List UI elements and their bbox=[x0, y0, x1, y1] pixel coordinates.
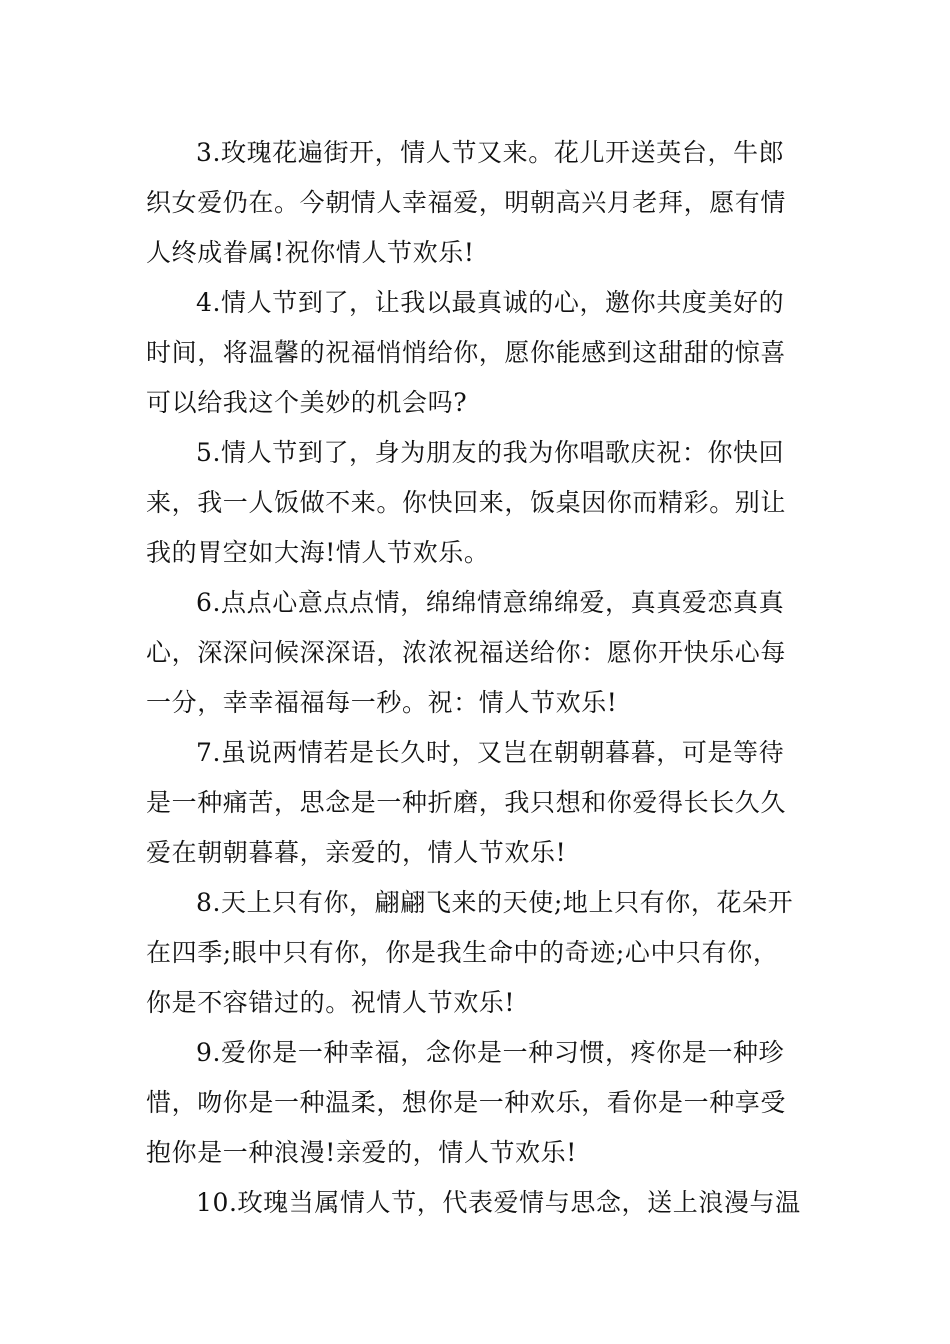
paragraph-line: 3.玫瑰花遍街开，情人节又来。花儿开送英台，牛郎 bbox=[196, 138, 785, 167]
paragraph-line: 4.情人节到了，让我以最真诚的心，邀你共度美好的 bbox=[196, 288, 785, 317]
paragraph-line: 8.天上只有你，翩翩飞来的天使;地上只有你，花朵开 bbox=[196, 888, 794, 917]
paragraph-line: 抱你是一种浪漫!亲爱的，情人节欢乐! bbox=[146, 1138, 577, 1167]
paragraph-line: 时间，将温馨的祝福悄悄给你，愿你能感到这甜甜的惊喜 bbox=[146, 338, 787, 367]
paragraph-line: 是一种痛苦，思念是一种折磨，我只想和你爱得长长久久 bbox=[146, 788, 787, 817]
paragraph-line: 7.虽说两情若是长久时，又岂在朝朝暮暮，可是等待 bbox=[196, 738, 785, 767]
paragraph-line: 织女爱仍在。今朝情人幸福爱，明朝高兴月老拜，愿有情 bbox=[146, 188, 787, 217]
paragraph-line: 心，深深问候深深语，浓浓祝福送给你：愿你开快乐心每 bbox=[146, 638, 787, 667]
paragraph-line: 6.点点心意点点情，绵绵情意绵绵爱，真真爱恋真真 bbox=[196, 588, 785, 617]
paragraph-line: 惜，吻你是一种温柔，想你是一种欢乐，看你是一种享受 bbox=[146, 1088, 787, 1117]
paragraph-line: 9.爱你是一种幸福，念你是一种习惯，疼你是一种珍 bbox=[196, 1038, 785, 1067]
paragraph-line: 在四季;眼中只有你，你是我生命中的奇迹;心中只有你， bbox=[146, 938, 779, 967]
paragraph-line: 你是不容错过的。祝情人节欢乐! bbox=[146, 988, 516, 1017]
paragraph-line: 5.情人节到了，身为朋友的我为你唱歌庆祝：你快回 bbox=[196, 438, 785, 467]
paragraph-line: 我的胃空如大海!情人节欢乐。 bbox=[146, 538, 490, 567]
paragraph-line: 来，我一人饭做不来。你快回来，饭桌因你而精彩。别让 bbox=[146, 488, 787, 517]
paragraph-line: 一分，幸幸福福每一秒。祝：情人节欢乐! bbox=[146, 688, 618, 717]
paragraph-line: 10.玫瑰当属情人节，代表爱情与思念，送上浪漫与温 bbox=[196, 1188, 801, 1217]
paragraph-line: 可以给我这个美妙的机会吗? bbox=[146, 388, 468, 417]
paragraph-line: 爱在朝朝暮暮，亲爱的，情人节欢乐! bbox=[146, 838, 567, 867]
paragraph-line: 人终成眷属!祝你情人节欢乐! bbox=[146, 238, 475, 267]
